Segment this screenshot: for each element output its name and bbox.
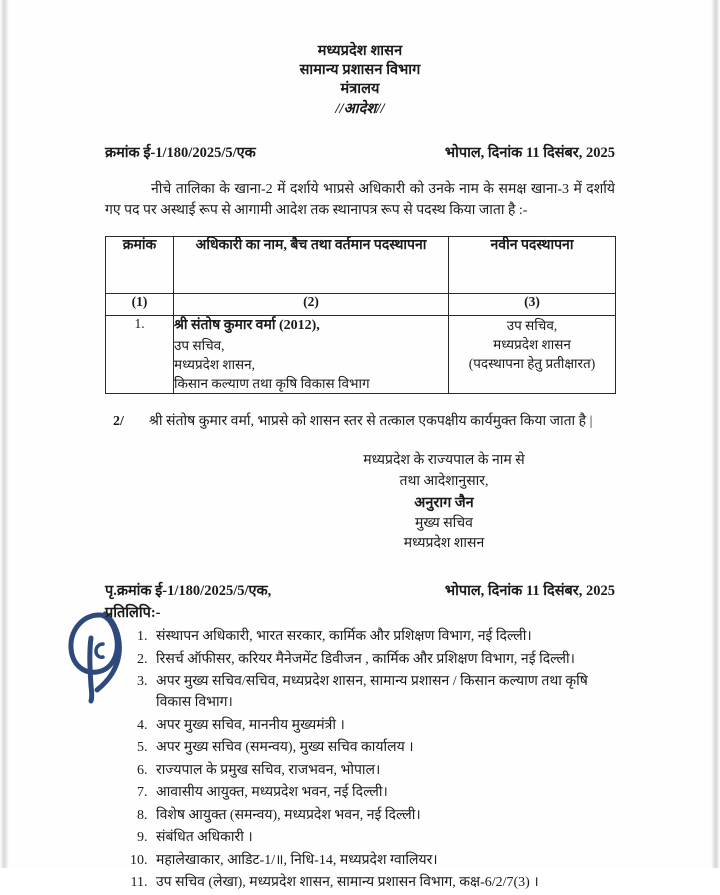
document-header	[105, 0, 615, 120]
officer-current-government: मध्यप्रदेश शासन,	[174, 356, 256, 372]
list-item: 8. विशेष आयुक्त (समन्वय), मध्यप्रदेश भवन, नई दिल्ली।	[151, 805, 615, 826]
page-scan-edge-right	[711, 0, 720, 868]
table-colnum-2: (2)	[174, 293, 449, 315]
header-order-label: //आदेश//	[335, 101, 385, 118]
header-department-name: सामान्य प्रशासन विभाग	[299, 62, 421, 79]
list-item: 11. उप सचिव (लेखा), मध्यप्रदेश शासन, सामान्य प्रशासन विभाग, कक्ष-6/2/7(3) ।	[151, 872, 615, 893]
intro-paragraph: नीचे तालिका के खाना-2 में दर्शाये भाप्रसे अधिकारी को उनके नाम के समक्ष खाना-3 में दर्शाये गए पद पर अस्थाई रूप से आगामी आदेश तक स्थानापत्र रूप से पदस्थ किया जाता है :-	[105, 181, 615, 219]
list-item: 10. महालेखाकार, आडिट-1/॥, निधि-14, मध्यप्रदेश ग्वालियर।	[151, 850, 615, 871]
list-item: 6. राज्यपाल के प्रमुख सचिव, राजभवन, भोपाल।	[151, 760, 615, 781]
table-header-row	[106, 236, 616, 293]
signature-authority-line2: तथा आदेशानुसार,	[399, 473, 489, 489]
copy-distribution-list	[105, 626, 615, 893]
table-header-officer-name: अधिकारी का नाम, बैच तथा वर्तमान पदस्थापना	[174, 236, 449, 293]
signature-authority-line1: मध्यप्रदेश के राज्यपाल के नाम से	[363, 453, 525, 469]
officer-current-designation: उप सचिव,	[174, 337, 225, 353]
officer-name: श्री संतोष कुमार वर्मा (2012),	[174, 317, 320, 333]
new-posting-designation: उप सचिव,	[506, 317, 558, 333]
header-government-name: मध्यप्रदेश शासन	[317, 43, 403, 59]
page-scan-edge-left	[0, 0, 9, 868]
copy-to-label: प्रतिलिपि:-	[105, 605, 161, 622]
header-office-name: मंत्रालय	[340, 81, 380, 98]
list-item: 1. संस्थापन अधिकारी, भारत सरकार, कार्मिक और प्रशिक्षण विभाग, नई दिल्ली।	[151, 626, 615, 647]
table-cell-new-posting	[449, 315, 616, 393]
list-item: 4. अपर मुख्य सचिव, माननीय मुख्यमंत्री ।	[151, 715, 615, 736]
table-header-sno: क्रमांक	[106, 236, 174, 293]
reference-line	[105, 142, 615, 162]
document-content	[105, 0, 615, 895]
signature-block	[105, 451, 615, 554]
table-cell-officer-details	[174, 315, 449, 393]
endorsement-number: पृ.क्रमांक ई-1/180/2025/5/एक,	[105, 583, 272, 600]
list-item: 3. अपर मुख्य सचिव/सचिव, मध्यप्रदेश शासन, सामान्य प्रशासन / किसान कल्याण तथा कृषि विकास विभाग।	[151, 671, 615, 713]
signatory-name: अनुराग जैन	[414, 494, 474, 511]
order-table	[105, 236, 616, 394]
officer-current-department: किसान कल्याण तथा कृषि विकास विभाग	[174, 376, 370, 392]
new-posting-government: मध्यप्रदेश शासन	[493, 337, 571, 353]
table-cell-sno: 1.	[106, 315, 174, 393]
document-page	[9, 0, 711, 891]
table-header-new-posting: नवीन पदस्थापना	[449, 236, 616, 293]
clause-2	[105, 411, 615, 432]
table-row	[106, 315, 616, 393]
clause-2-text: श्री संतोष कुमार वर्मा, भाप्रसे को शासन स्तर से तत्काल एकपक्षीय कार्यमुक्त किया जाता है |	[149, 414, 593, 430]
list-item: 7. आवासीय आयुक्त, मध्यप्रदेश भवन, नई दिल्ली।	[151, 782, 615, 803]
reference-place-date: भोपाल, दिनांक 11 दिसंबर, 2025	[444, 144, 615, 161]
table-colnum-1: (1)	[106, 293, 174, 315]
list-item: 2. रिसर्च ऑफीसर, करियर मैनेजमेंट डिवीजन , कार्मिक और प्रशिक्षण विभाग, नई दिल्ली।	[151, 649, 615, 670]
signatory-department: मध्यप्रदेश शासन	[403, 536, 485, 552]
new-posting-status: (पदस्थापना हेतु प्रतीक्षारत)	[468, 356, 596, 372]
list-item: 5. अपर मुख्य सचिव (समन्वय), मुख्य सचिव कार्यालय ।	[151, 737, 615, 758]
list-item: 9. संबंधित अधिकारी ।	[151, 827, 615, 848]
table-column-number-row	[106, 293, 616, 315]
table-colnum-3: (3)	[449, 293, 616, 315]
clause-2-number: 2/	[113, 414, 124, 430]
signatory-designation: मुख्य सचिव	[415, 515, 473, 531]
endorsement-place-date: भोपाल, दिनांक 11 दिसंबर, 2025	[444, 583, 615, 600]
reference-number: क्रमांक ई-1/180/2025/5/एक	[105, 144, 256, 161]
endorsement-line	[105, 580, 615, 600]
